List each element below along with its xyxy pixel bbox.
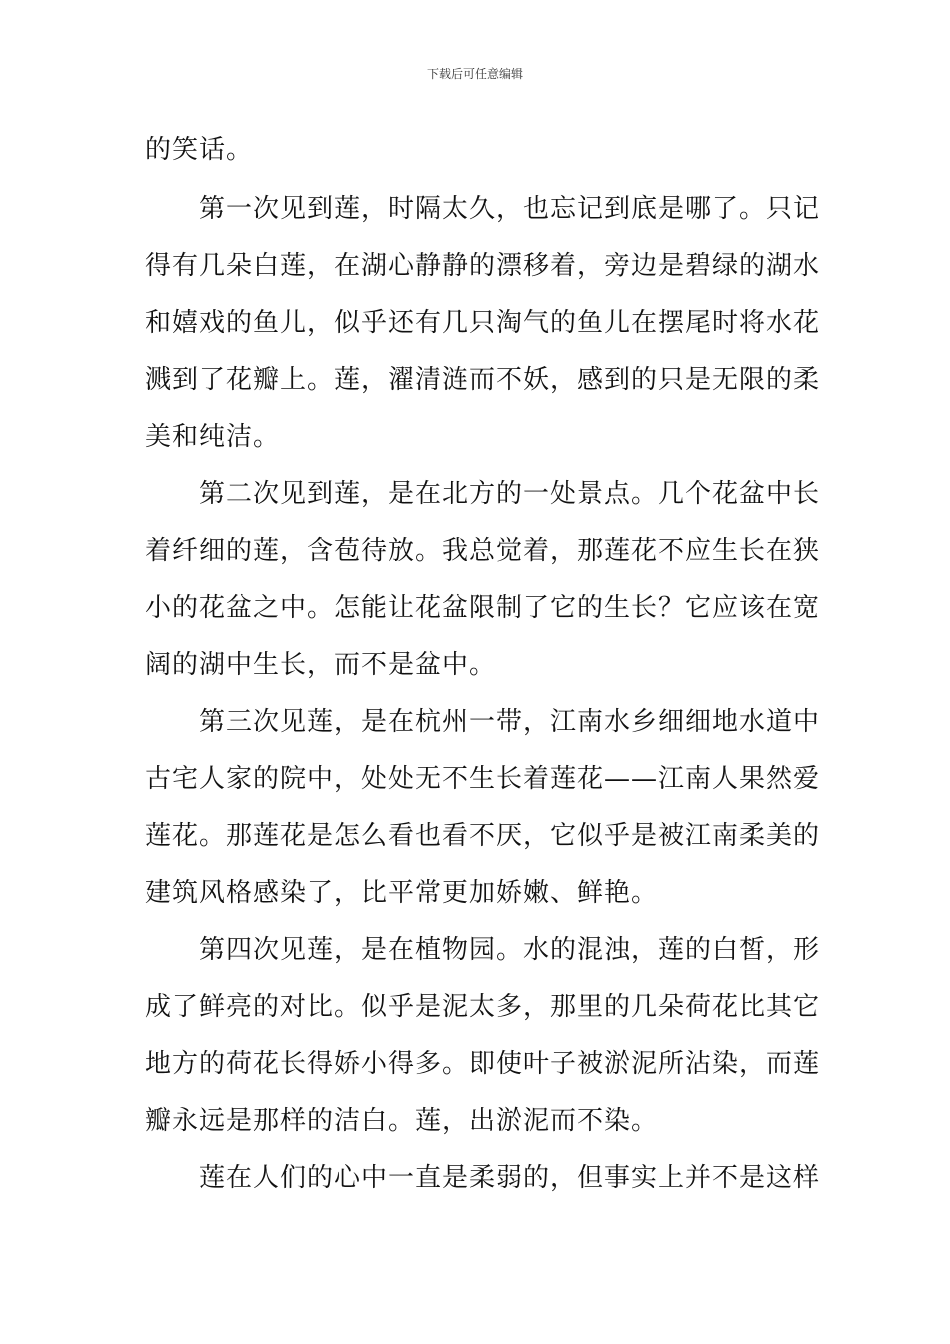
text-line: 得有几朵白莲，在湖心静静的漂移着，旁边是碧绿的湖水	[145, 251, 821, 281]
text-line: 着纤细的莲，含苞待放。我总觉着，那莲花不应生长在狭	[145, 536, 821, 566]
page-header: 下载后可任意编辑	[426, 67, 523, 81]
text-line: 第四次见莲，是在植物园。水的混浊，莲的白皙，形	[145, 935, 821, 965]
text-line: 建筑风格感染了，比平常更加娇嫩、鲜艳。	[145, 878, 659, 908]
text-line: 小的花盆之中。怎能让花盆限制了它的生长？它应该在宽	[145, 593, 821, 623]
text-line: 第三次见莲，是在杭州一带，江南水乡细细地水道中	[145, 707, 821, 737]
text-line: 溅到了花瓣上。莲，濯清涟而不妖，感到的只是无限的柔	[145, 365, 821, 395]
text-line: 和嬉戏的鱼儿，似乎还有几只淘气的鱼儿在摆尾时将水花	[145, 308, 821, 338]
text-line: 第一次见到莲，时隔太久，也忘记到底是哪了。只记	[145, 194, 821, 224]
text-line: 瓣永远是那样的洁白。莲，出淤泥而不染。	[145, 1106, 659, 1136]
text-line: 莲花。那莲花是怎么看也看不厌，它似乎是被江南柔美的	[145, 821, 821, 851]
text-line: 地方的荷花长得娇小得多。即使叶子被淤泥所沾染，而莲	[145, 1049, 821, 1079]
text-line: 莲在人们的心中一直是柔弱的，但事实上并不是这样	[145, 1163, 821, 1193]
text-line: 的笑话。	[145, 135, 254, 165]
text-line: 古宅人家的院中，处处无不生长着莲花——江南人果然爱	[145, 764, 821, 794]
text-line: 第二次见到莲，是在北方的一处景点。几个花盆中长	[145, 479, 821, 509]
text-line: 成了鲜亮的对比。似乎是泥太多，那里的几朵荷花比其它	[145, 992, 821, 1022]
text-line: 美和纯洁。	[145, 422, 281, 452]
text-line: 阔的湖中生长，而不是盆中。	[145, 650, 497, 680]
